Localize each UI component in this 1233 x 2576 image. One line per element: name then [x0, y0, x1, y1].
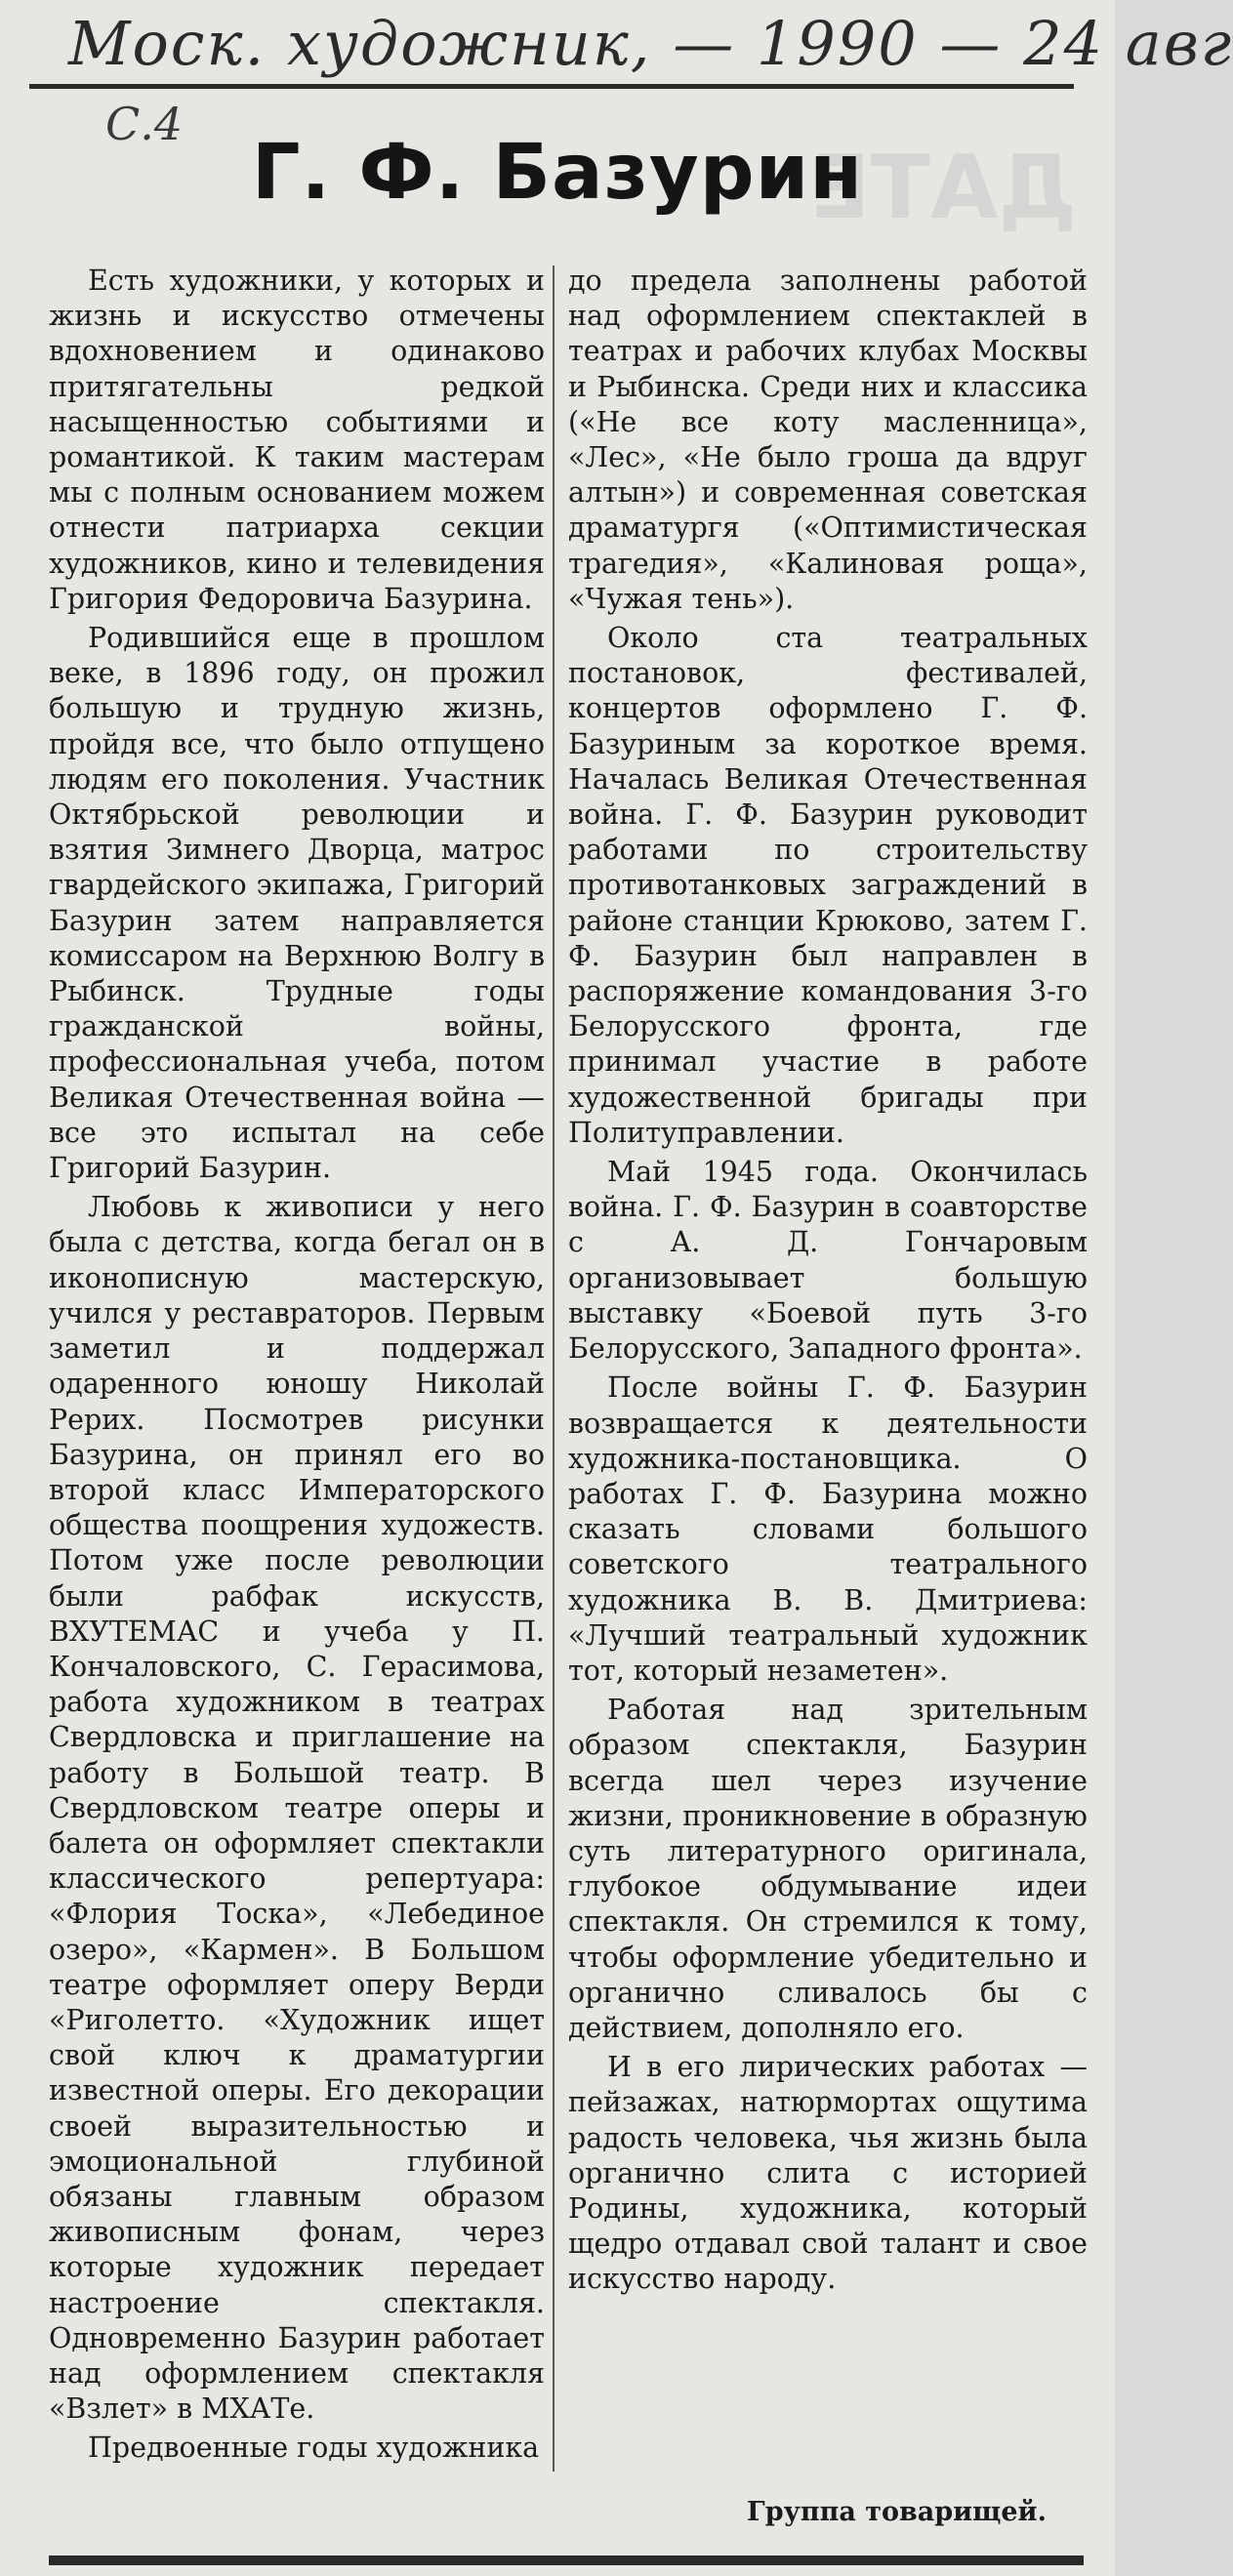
paragraph: Май 1945 года. Окончилась война. Г. Ф. Базурин в соавторстве с А. Д. Гончаровым организовывает большую выставку «Боевой путь 3-го Белорусского, Западного фронта». [568, 1156, 1088, 1366]
bottom-rule [49, 2556, 1084, 2565]
pencil-page-mark: С.4 [105, 98, 184, 150]
paragraph: Предвоенные годы художника [88, 2432, 540, 2465]
paragraph: Работая над зрительным образом спектакля, Базурин всегда шел через изучение жизни, проникновение в образную суть литературного оригинала, глубокое обдумывание идеи спектакля. Он стремился к тому, чтобы оформление убедительно и органично сливалось бы с действием, дополняло его. [568, 1694, 1088, 2044]
article-headline: Г. Ф. Базурин [251, 129, 864, 217]
column-divider [553, 266, 555, 2472]
handwritten-source-note: Моск. художник, — 1990 — 24 авг [68, 8, 1233, 79]
paragraph: до предела заполнены работой над оформлением спектаклей в театрах и рабочих клубах Москвы и Рыбинска. Среди них и классика («Не все коту масленница», «Лес», «Не было гроша да вдруг алтын») и современная советская драматургя («Оптимистическая трагедия», «Калиновая роща», «Чужая тень»). [568, 265, 1088, 615]
bleed-through-print: ДАТЕ [810, 137, 1077, 239]
paragraph: И в его лирических работах — пейзажах, натюрмортах ощутима радость человека, чья жизнь была органично слита с историей Родины, художника, который щедро отдавал свой талант и свое искусство народу. [568, 2051, 1088, 2296]
paragraph: После войны Г. Ф. Базурин возвращается к деятельности художника-постановщика. О работах Г. Ф. Базурина можно сказать словами большого советского театрального художника В. В. Дмитриева: «Лучший театральный художник тот, который незаметен». [568, 1371, 1088, 1687]
top-rule [29, 84, 1074, 89]
article-signature: Группа товарищей. [747, 2497, 1047, 2527]
paragraph: Родившийся еще в прошлом веке, в 1896 году, он прожил большую и трудную жизнь, пройдя все, что было отпущено людям его поколения. Участник Октябрьской революции и взятия Зимнего Дворца, матрос гвардейского экипажа, Григорий Базурин затем направляется комиссаром на Верхнюю Волгу в Рыбинск. Трудные годы гражданской войны, профессиональная учеба, потом Великая Отечественная война — все это испытал на себе Григорий Базурин. [49, 622, 545, 1185]
paragraph: Есть художники, у которых и жизнь и искусство отмечены вдохновением и одинаково притягательны редкой насыщенностью событиями и романтикой. К таким мастерам мы с полным основанием можем отнести патриарха секции художников, кино и телевидения Григория Федоровича Базурина. [49, 265, 545, 615]
paragraph: Любовь к живописи у него была с детства, когда бегал он в иконописную мастерскую, учился у реставраторов. Первым заметил и поддержал одаренного юношу Николай Рерих. Посмотрев рисунки Базурина, он принял его во второй класс Императорского общества поощрения художеств. Потом уже после революции были рабфак искусств, ВХУТЕМАС и учеба у П. Кончаловского, С. Герасимова, работа художником в театрах Свердловска и приглашение на работу в Большой театр. В Свердловском театре оперы и балета он оформляет спектакли классического репертуара: «Флория Тоска», «Лебединое озеро», «Кармен». В Большом театре оформляет оперу Верди «Риголетто. «Художник ищет свой ключ к драматургии известной оперы. Его декорации своей выразительностью и эмоциональной глубиной обязаны главным образом живописным фонам, через которые художник передает настроение спектакля. Одновременно Базурин работает над оформлением спектакля «Взлет» в МХАТе. [49, 1191, 545, 2426]
paragraph: Около ста театральных постановок, фестивалей, концертов оформлено Г. Ф. Базуриным за короткое время. Началась Великая Отечественная война. Г. Ф. Базурин руководит работами по строительству противотанковых заграждений в районе станции Крюково, затем Г. Ф. Базурин был направлен в распоряжение командования 3-го Белорусского фронта, где принимал участие в работе художественной бригады при Политуправлении. [568, 622, 1088, 1149]
article-column-left [49, 264, 545, 2467]
article-column-right [568, 264, 1088, 2298]
